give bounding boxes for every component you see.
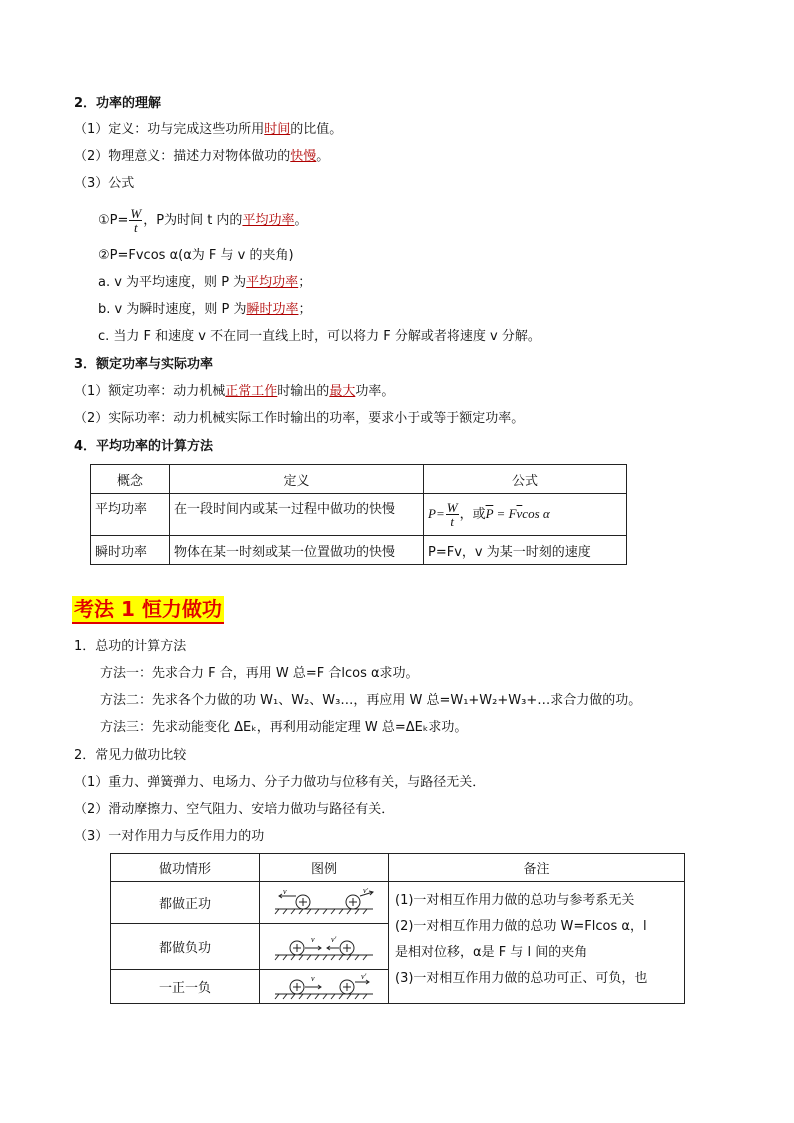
numerator: W [130, 206, 142, 221]
header-situation: 做功情形 [111, 854, 260, 882]
force-comparison-title: 2．常见力做功比较 [74, 748, 187, 763]
section-title-power: 2．功率的理解 [74, 96, 162, 111]
velocity-label: v [311, 973, 315, 983]
diagram-mixed [260, 970, 389, 1004]
header-definition: 定义 [170, 465, 424, 494]
fraction-w-over-t [129, 207, 142, 234]
comparison-1: （1）重力、弹簧弹力、电场力、分子力做功与位移有关，与路径无关． [74, 775, 486, 790]
rated-text: （1）额定功率：动力机械 [74, 384, 226, 399]
definition-line [74, 120, 342, 140]
concept-inst: 瞬时功率 [91, 536, 170, 565]
item-a-end: ； [298, 275, 312, 290]
meaning-line [74, 147, 329, 167]
note-1: (1)一对相互作用力做的总功与参考系无关 [395, 893, 635, 908]
fraction-w-over-t-table [446, 501, 459, 528]
action-reaction-table [110, 853, 685, 1004]
note-2b: 是相对位移，α是 F 与 l 间的夹角 [395, 945, 588, 960]
concept-avg: 平均功率 [91, 494, 170, 536]
velocity-label: v [311, 934, 315, 944]
header-note: 备注 [389, 854, 685, 882]
denominator: t [450, 514, 454, 529]
velocity-prime-label: v′ [331, 934, 337, 944]
notes-cell [389, 882, 685, 1004]
key-term-normal-work: 正常工作 [225, 384, 278, 399]
item-b [98, 300, 311, 320]
item-b-text: b. v 为瞬时速度，则 P 为 [98, 302, 247, 317]
numerator: W [446, 500, 458, 515]
key-term-max: 最大 [329, 384, 356, 399]
ground-hatch-icon [275, 909, 367, 914]
key-term-speed: 快慢 [290, 149, 317, 164]
method-1: 方法一：先求合力 F 合，再用 W 总=F 合lcos α求功。 [100, 666, 419, 681]
table-header-row [91, 465, 627, 494]
formula-avg [424, 494, 627, 536]
diagram-both-positive [260, 882, 389, 924]
definition-text: （1）定义：功与完成这些功所用 [74, 122, 265, 137]
header-concept: 概念 [91, 465, 170, 494]
meaning-end: 。 [316, 149, 330, 164]
comparison-3: （3）一对作用力与反作用力的功 [74, 829, 265, 844]
v-bar: $\overline{v}$ [516, 506, 523, 521]
meaning-text: （2）物理意义：描述力对物体做功的 [74, 149, 291, 164]
velocity-label: v [283, 887, 287, 896]
formula-1-lhs: ①P= [98, 213, 129, 228]
diagram-both-negative-svg [271, 932, 377, 962]
table-header-row [111, 854, 685, 882]
item-c: c. 当力 F 和速度 v 不在同一直线上时，可以将力 F 分解或者将速度 v 分解。 [98, 329, 541, 344]
item-a [98, 273, 311, 293]
formula-avg-or: ，或 [459, 507, 486, 522]
case-one-positive-one-negative: 一正一负 [111, 970, 260, 1004]
definition-inst: 物体在某一时刻或某一位置做功的快慢 [170, 536, 424, 565]
formula-avg-lhs: P= [428, 506, 445, 521]
ground-hatch-icon [275, 955, 367, 960]
diagram-both-negative [260, 924, 389, 970]
velocity-prime-label: v′ [363, 887, 369, 895]
diagram-both-positive-svg [271, 888, 377, 918]
table-row [91, 494, 627, 536]
actual-power-line: （2）实际功率：动力机械实际工作时输出的功率，要求小于或等于额定功率。 [74, 411, 525, 426]
formula-label: （3）公式 [74, 176, 135, 191]
method-2: 方法二：先求各个力做的功 W₁、W₂、W₃…，再应用 W 总=W₁+W₂+W₃+…求合力做的功。 [100, 693, 642, 708]
section-title-avg-calc: 4．平均功率的计算方法 [74, 439, 214, 454]
method-3: 方法三：先求动能变化 ΔEₖ，再利用动能定理 W 总=ΔEₖ求功。 [100, 720, 468, 735]
formula-inst: P=Fv，v 为某一时刻的速度 [424, 536, 627, 565]
section-title-rated: 3．额定功率与实际功率 [74, 357, 214, 372]
header-formula: 公式 [424, 465, 627, 494]
note-2a: (2)一对相互作用力做的总功 W=Flcos α，l [395, 919, 647, 934]
velocity-prime-label: v′ [361, 972, 367, 981]
rated-mid: 时输出的 [277, 384, 330, 399]
key-term-avg-power: 平均功率 [242, 213, 295, 228]
comparison-2: （2）滑动摩擦力、空气阻力、安培力做功与路径有关． [74, 802, 395, 817]
case-both-negative: 都做负功 [111, 924, 260, 970]
key-term-avg-power-a: 平均功率 [246, 275, 299, 290]
item-b-end: ； [298, 302, 312, 317]
ground-hatch-icon [275, 994, 367, 999]
item-a-text: a. v 为平均速度，则 P 为 [98, 275, 247, 290]
definition-end: 的比值。 [290, 122, 343, 137]
key-term-inst-power: 瞬时功率 [246, 302, 299, 317]
formula-avg-eq: = F [493, 506, 517, 521]
denominator: t [134, 220, 138, 235]
p-bar: $\overline{P}$ [485, 506, 494, 521]
case-both-positive: 都做正功 [111, 882, 260, 924]
formula-avg-cos: cos α [522, 506, 550, 521]
avg-power-table [90, 464, 627, 565]
formula-1-desc: ，P为时间 t 内的 [143, 213, 243, 228]
table-row [111, 882, 685, 924]
formula-1-end: 。 [294, 213, 308, 228]
key-term-time: 时间 [264, 122, 291, 137]
formula-1 [98, 206, 307, 236]
section-heading-constant-force: 考法 1 恒力做功 [72, 596, 224, 624]
header-diagram: 图例 [260, 854, 389, 882]
formula-2: ②P=Fvcos α(α为 F 与 v 的夹角) [98, 248, 294, 263]
note-3: (3)一对相互作用力做的总功可正、可负，也 [395, 971, 648, 986]
diagram-mixed-svg [271, 973, 377, 1001]
definition-avg: 在一段时间内或某一过程中做功的快慢 [170, 494, 424, 536]
table-row [91, 536, 627, 565]
total-work-title: 1．总功的计算方法 [74, 639, 187, 654]
rated-end: 功率。 [355, 384, 395, 399]
rated-power-line [74, 382, 394, 402]
